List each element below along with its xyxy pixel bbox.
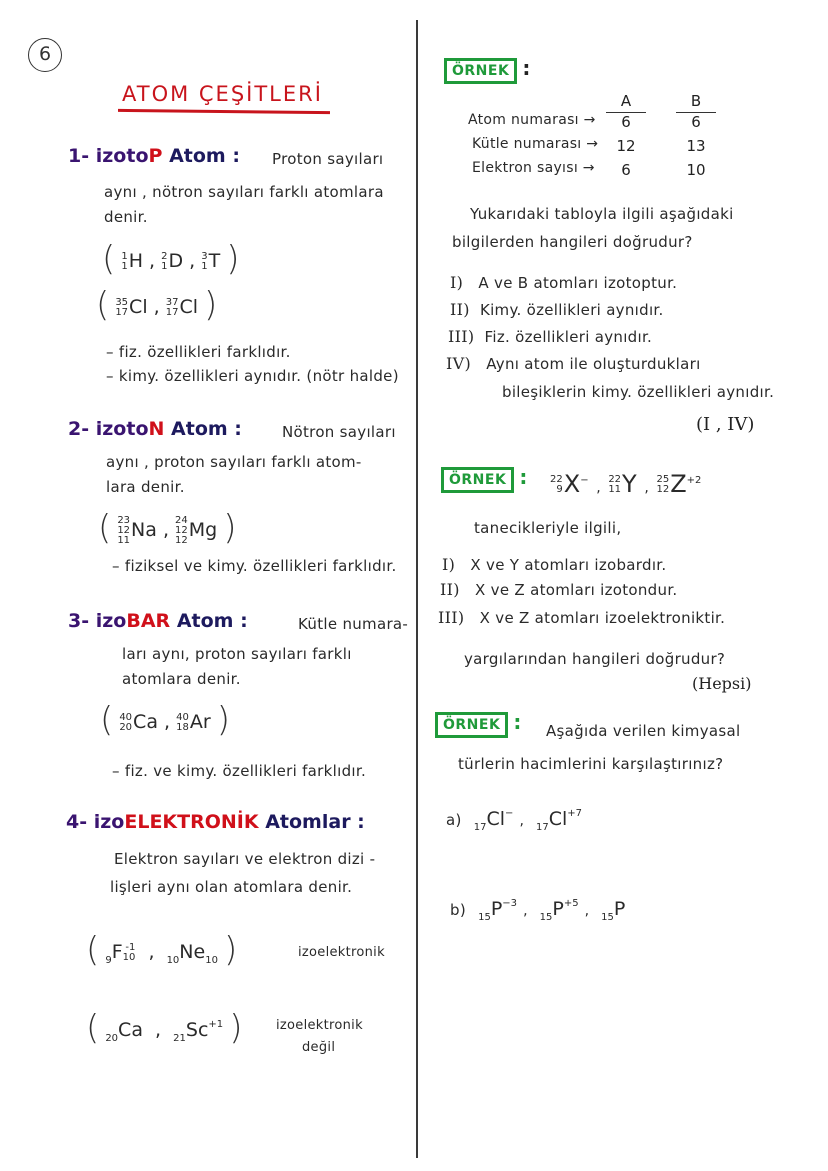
isotope-example-hydrogen: ( 1 1 H , 2 1 D , 3 1 T ) bbox=[102, 239, 240, 279]
definition-line: Kütle numara- bbox=[298, 615, 409, 633]
table-cell: 6 bbox=[691, 113, 701, 131]
question-line: Yukarıdaki tabloyla ilgili aşağıdaki bbox=[470, 205, 734, 223]
option-item: II) X ve Z atomları izotondur. bbox=[440, 580, 678, 599]
isoelectronic-example: ( $_9$F -1 10 , $_{10}Ne_{10}$ ) bbox=[86, 930, 238, 970]
intro-line: tanecikleriyle ilgili, bbox=[474, 519, 622, 537]
table-row-label: Kütle numarası → bbox=[472, 136, 599, 152]
option-item-continuation: bileşiklerin kimy. özellikleri aynıdır. bbox=[502, 383, 775, 401]
ornek-badge-3: ÖRNEK : bbox=[435, 710, 521, 738]
question-line: yargılarından hangileri doğrudur? bbox=[464, 650, 726, 668]
definition-line: lişleri aynı olan atomlara denir. bbox=[110, 878, 353, 896]
heading-prefix: izoto bbox=[95, 145, 149, 167]
page-title: ATOM ÇEŞİTLERİ bbox=[122, 82, 323, 106]
section-heading-izotop bbox=[68, 145, 240, 167]
definition-line: denir. bbox=[104, 208, 148, 226]
isotone-example: ( 23 12 11 Na , 24 12 12 Mg ) bbox=[98, 508, 237, 548]
option-item: I) X ve Y atomları izobardır. bbox=[442, 555, 667, 574]
heading-highlight: P bbox=[148, 145, 163, 167]
definition-line: atomlara denir. bbox=[122, 670, 241, 688]
question-line: bilgilerden hangileri doğrudur? bbox=[452, 233, 693, 251]
particle-list: 22 9 X− , 22 11 Y , 25 12 $Z^{+2}$ bbox=[550, 470, 702, 498]
option-item: III) X ve Z atomları izoelektroniktir. bbox=[438, 608, 726, 627]
part-a: a) $_{17}$Cl− , $_{17}Cl^{+7}$ bbox=[446, 808, 583, 833]
table-column-a: A bbox=[606, 92, 646, 113]
non-isoelectronic-example: ( $_{20}$Ca , $_{21}Sc^{+1}$ ) bbox=[86, 1008, 243, 1048]
note-line: – kimy. özellikleri aynıdır. (nötr halde) bbox=[106, 367, 399, 385]
answer: (I , IV) bbox=[696, 414, 755, 435]
option-item: III) Fiz. özellikleri aynıdır. bbox=[448, 327, 653, 346]
definition-line: Nötron sayıları bbox=[282, 423, 396, 441]
option-item: IV) Aynı atom ile oluşturdukları bbox=[446, 354, 701, 373]
question-line: Aşağıda verilen kimyasal bbox=[546, 722, 741, 740]
table-cell: 12 bbox=[616, 137, 636, 155]
note-line: – fiziksel ve kimy. özellikleri farklıdır. bbox=[112, 557, 397, 575]
table-cell: 13 bbox=[686, 137, 706, 155]
definition-line: ları aynı, proton sayıları farklı bbox=[122, 645, 352, 663]
answer: (Hepsi) bbox=[692, 674, 752, 693]
ornek-badge-1: ÖRNEK : bbox=[444, 56, 530, 84]
isoelectronic-label: izoelektronik bbox=[298, 945, 385, 960]
non-isoelectronic-label: izoelektronik bbox=[276, 1018, 363, 1033]
heading-suffix: Atom : bbox=[169, 145, 240, 167]
column-divider bbox=[416, 20, 418, 1158]
title-underline bbox=[118, 109, 330, 114]
isotope-example-chlorine: ( 35 17 Cl , 37 17 Cl ) bbox=[96, 285, 218, 325]
section-heading-izoton: 2- izotoN Atom : bbox=[68, 418, 242, 440]
question-line: türlerin hacimlerini karşılaştırınız? bbox=[458, 755, 724, 773]
section-number: 1- bbox=[68, 145, 90, 167]
table-row-label: Atom numarası → bbox=[468, 112, 596, 128]
option-item: I) A ve B atomları izotoptur. bbox=[450, 273, 678, 292]
definition-line: aynı , nötron sayıları farklı atomlara bbox=[104, 183, 384, 201]
table-cell: 10 bbox=[686, 161, 706, 179]
page-number: 6 bbox=[28, 38, 62, 72]
section-heading-izoelektronik: 4- izoELEKTRONİK Atomlar : bbox=[66, 811, 365, 833]
non-isoelectronic-label-2: değil bbox=[302, 1040, 336, 1055]
isobar-example: ( 40 20 Ca , 40 18 Ar ) bbox=[100, 700, 230, 740]
note-line: – fiz. özellikleri farklıdır. bbox=[106, 343, 291, 361]
definition-line: lara denir. bbox=[106, 478, 185, 496]
definition-line: Elektron sayıları ve elektron dizi - bbox=[114, 850, 376, 868]
table-row-label: Elektron sayısı → bbox=[472, 160, 595, 176]
definition-line: aynı , proton sayıları farklı atom- bbox=[106, 453, 362, 471]
ornek-badge-2: ÖRNEK : bbox=[441, 465, 527, 493]
note-line: – fiz. ve kimy. özellikleri farklıdır. bbox=[112, 762, 367, 780]
definition-line: Proton sayıları bbox=[272, 150, 384, 168]
table-cell: 6 bbox=[621, 161, 631, 179]
table-column-b: B bbox=[676, 92, 716, 113]
section-heading-izobar: 3- izoBAR Atom : bbox=[68, 610, 248, 632]
table-cell: 6 bbox=[621, 113, 631, 131]
part-b: b) $_{15}P^{-3}$ , $_{15}P^{+5}$ , $_{15}$P bbox=[450, 898, 626, 923]
option-item: II) Kimy. özellikleri aynıdır. bbox=[450, 300, 664, 319]
